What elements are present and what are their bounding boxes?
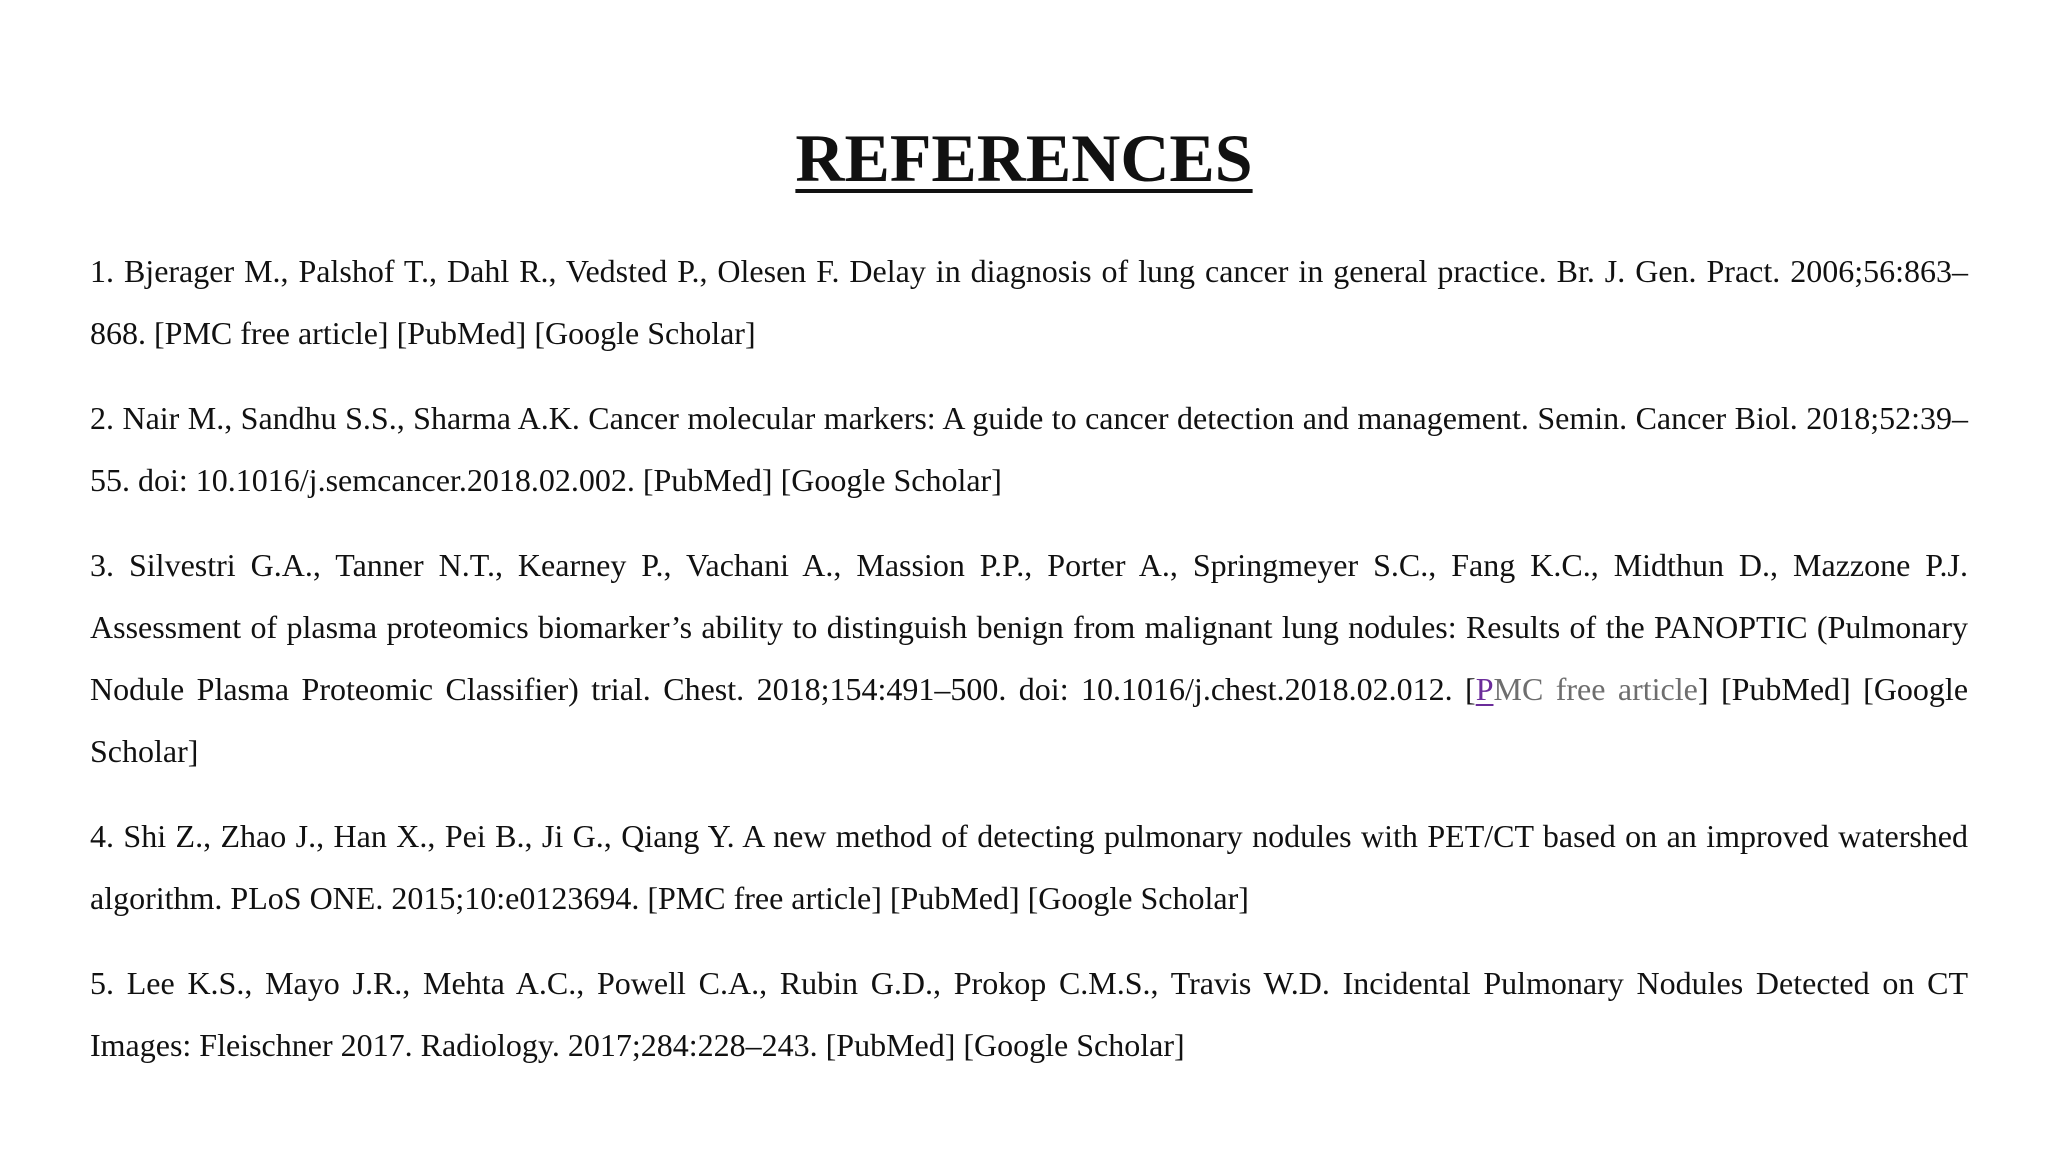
reference-item-4: [90, 805, 1968, 929]
reference-item-1: [90, 240, 1968, 364]
page-title: [0, 118, 2048, 198]
reference-text: 1. Bjerager M., Palshof T., Dahl R., Vedsted P., Olesen F. Delay in diagnosis of lung cancer in general practice. Br. J. Gen. Pract. 2006;56:863–868. [PMC free article] [PubMed] [Google Scholar]: [90, 253, 1968, 351]
reference-text: 2. Nair M., Sandhu S.S., Sharma A.K. Cancer molecular markers: A guide to cancer detection and management. Semin. Cancer Biol. 2018;52:39–55. doi: 10.1016/j.semcancer.2018.02.002. [PubMed] [Google Scholar]: [90, 400, 1968, 498]
reference-item-5: [90, 952, 1968, 1076]
reference-text: 5. Lee K.S., Mayo J.R., Mehta A.C., Powell C.A., Rubin G.D., Prokop C.M.S., Travis W.D. Incidental Pulmonary Nodules Detected on CT Images: Fleischner 2017. Radiology. 2017;284:228–243. [PubMed] [Google Scholar]: [90, 965, 1968, 1063]
title-text: REFERENCES: [795, 120, 1253, 196]
reference-text: 4. Shi Z., Zhao J., Han X., Pei B., Ji G., Qiang Y. A new method of detecting pulmonary nodules with PET/CT based on an improved watershed algorithm. PLoS ONE. 2015;10:e0123694. [PMC free article] [PubMed] [Google Scholar]: [90, 818, 1968, 916]
reference-text-before-link: 3. Silvestri G.A., Tanner N.T., Kearney P., Vachani A., Massion P.P., Porter A., Springmeyer S.C., Fang K.C., Midthun D., Mazzone P.J. Assessment of plasma proteomics biomarker’s ability to distinguish benign from malignant lung nodules: Results of the PANOPTIC (Pulmonary Nodule Plasma Proteomic Classifier) trial. Chest. 2018;154:491–500. doi: 10.1016/j.chest.2018.02.012. [: [90, 547, 1968, 707]
pmc-link-visited-letter[interactable]: P: [1475, 671, 1494, 707]
reference-text-after-link: ] [PubMed] [Google Scholar]: [90, 671, 1969, 769]
pmc-link-rest[interactable]: MC free article: [1493, 671, 1698, 707]
reference-item-2: [90, 387, 1968, 511]
reference-list: [90, 240, 1968, 1099]
reference-item-3: [90, 534, 1968, 782]
